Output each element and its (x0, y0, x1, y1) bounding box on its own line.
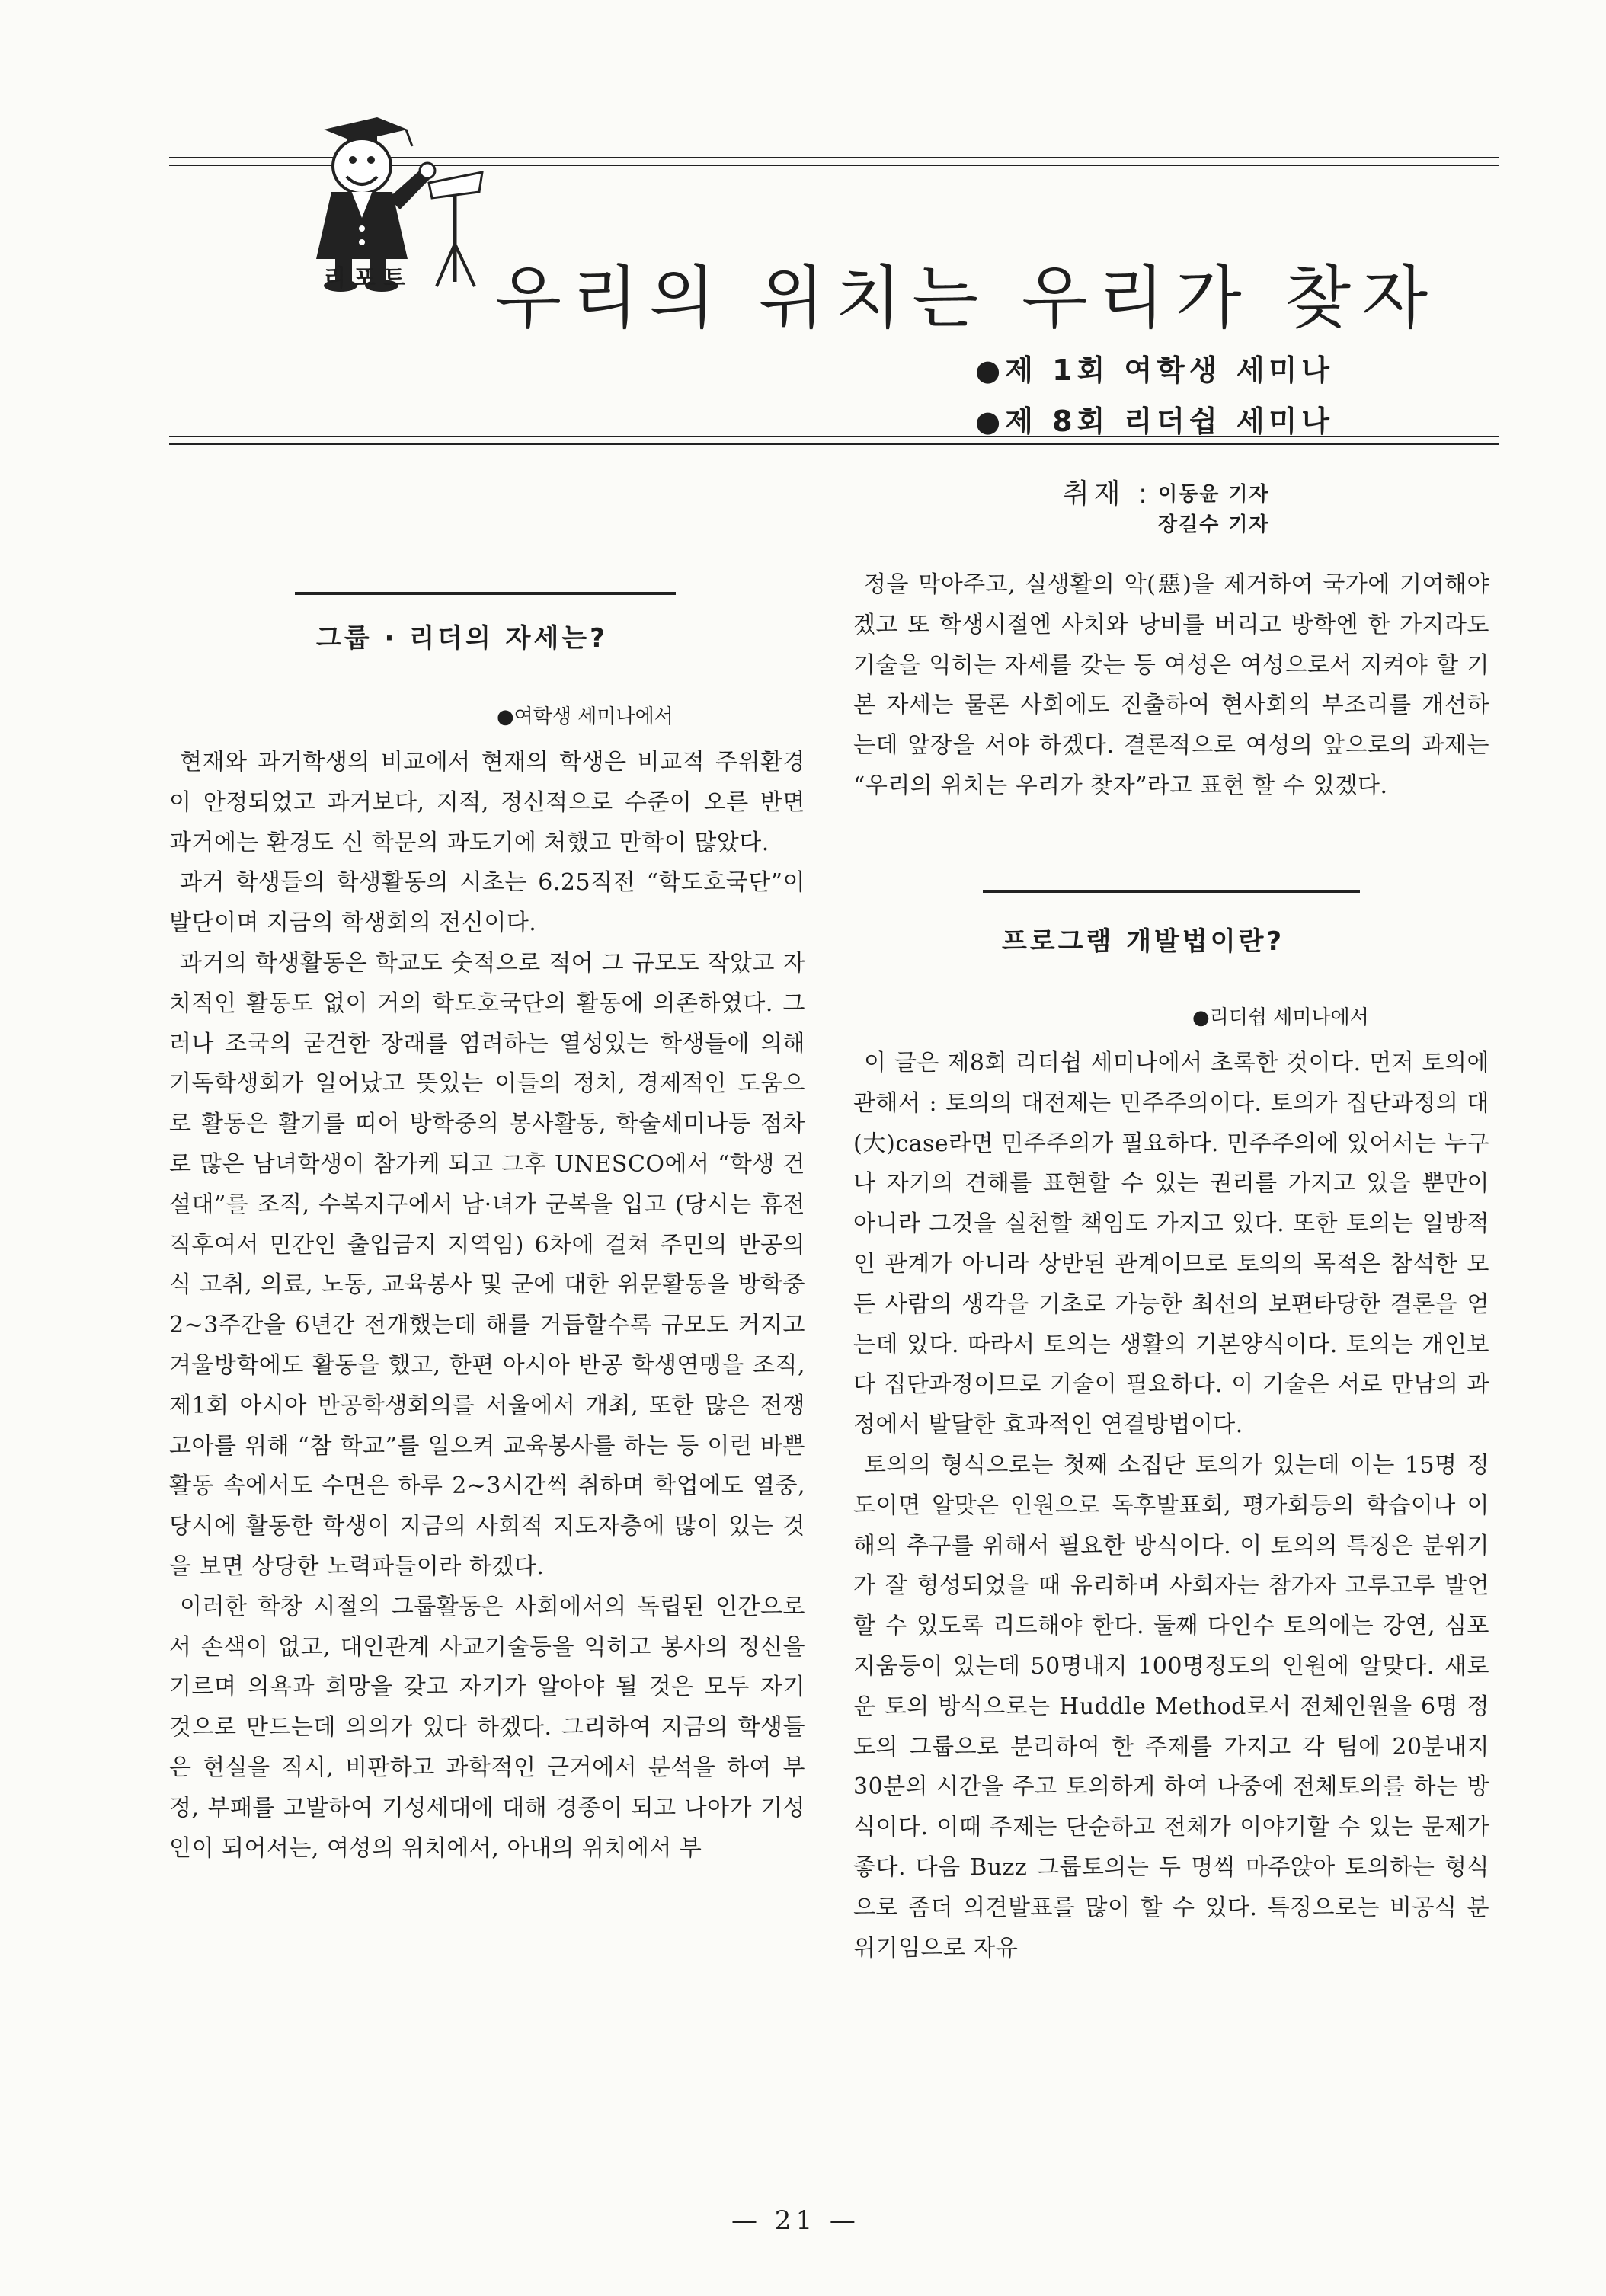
page-number: — 21 — (731, 2205, 860, 2236)
reporter-name-1: 이동윤 기자 (1158, 483, 1270, 506)
section-heading-program-development: 프로그램 개발법이란? (1002, 926, 1285, 957)
page-title: 우리의 위치는 우리가 찾자 (495, 258, 1439, 338)
section-rule-right (983, 890, 1360, 893)
right-column-body (853, 1044, 1489, 1968)
right-paragraph-2: 토의의 형식으로는 첫째 소집단 토의가 있는데 이는 15명 정도이면 알맞은 인원으로 독후발표회, 평가회등의 학습이나 이해의 추구를 위해서 필요한 방식이다. 이 토의의 특징은 분위기가 잘 형성되었을 때 유리하며 사회자는 참가자 고루고루 발언할 수 있도록 리드해야 한다. 둘째 다인수 토의에는 강연, 심포지움등이 있는데 50명내지 100명정도의 인원에 알맞다. 새로운 토의 방식으로는 Huddle Method로서 전체인원을 6명 정도의 그룹으로 분리하여 한 주제를 가지고 각 팀에 20분내지 30분의 시간을 주고 토의하게 하여 나중에 전체토의를 하는 방식이다. 이때 주제는 단순하고 전체가 이야기할 수 있는 문제가 좋다. 다음 Buzz 그룹토의는 두 명씩 마주앉아 토의하는 형식으로 좀더 의견발표를 많이 할 수 있다. 특징으로는 비공식 분위기임으로 자유 (853, 1451, 1489, 1962)
right-paragraph-1: 이 글은 제8회 리더쉽 세미나에서 초록한 것이다. 먼저 토의에 관해서 : 토의의 대전제는 민주주의이다. 토의가 집단과정의 대(大)case라면 민주주의가 필요하다. 민주주의에 있어서는 누구나 자기의 견해를 표현할 수 있는 권리를 가지고 있을 뿐만이 아니라 그것을 실천할 책임도 가지고 있다. 또한 토의는 일방적인 관계가 아니라 상반된 관계이므로 토의의 목적은 참석한 모든 사람의 생각을 기초로 가능한 최선의 보편타당한 결론을 얻는데 있다. 따라서 토의는 생활의 기본양식이다. 토의는 개인보다 집단과정이므로 기술이 필요하다. 이 기술은 서로 만남의 과정에서 발달한 효과적인 연결방법이다. (853, 1050, 1489, 1439)
left-paragraph-1: 현재와 과거학생의 비교에서 현재의 학생은 비교적 주위환경이 안정되었고 과거보다, 지적, 정신적으로 수준이 오른 반면 과거에는 환경도 신 학문의 과도기에 처했고 만학이 많았다. (169, 749, 805, 856)
section-heading-group-leader: 그룹 · 리더의 자세는? (316, 623, 608, 654)
subtitle-women-seminar: ●제 1회 여학생 세미나 (975, 353, 1334, 387)
reporter-name-2: 장길수 기자 (1158, 513, 1270, 536)
report-label: 리포트 (324, 265, 413, 292)
left-column (169, 743, 805, 1869)
left-paragraph-2: 과거 학생들의 학생활동의 시초는 6.25직전 “학도호국단”이 발단이며 지금의 학생회의 전신이다. (169, 869, 805, 937)
section-source-women-seminar: ●여학생 세미나에서 (497, 705, 673, 728)
header-rule-bottom-2 (169, 443, 1499, 445)
right-continued-paragraph: 정을 막아주고, 실생활의 악(惡)을 제거하여 국가에 기여해야겠고 또 학생시절엔 사치와 낭비를 버리고 방학엔 한 가지라도 기술을 익히는 자세를 갖는 등 여성은 여성으로서 지켜야 할 기본 자세는 물론 사회에도 진출하여 현사회의 부조리를 개선하는데 앞장을 서야 하겠다. 결론적으로 여성의 앞으로의 과제는 “우리의 위치는 우리가 찾자”라고 표현 할 수 있겠다. (853, 571, 1489, 799)
section-rule-left (295, 592, 676, 595)
byline-label: 취재 : (1063, 478, 1153, 510)
right-column-top (853, 565, 1489, 807)
left-paragraph-4: 이러한 학창 시절의 그룹활동은 사회에서의 독립된 인간으로서 손색이 없고, 대인관계 사교기술등을 익히고 봉사의 정신을 기르며 의욕과 희망을 갖고 자기가 알아야 될 것은 모두 자기 것으로 만드는데 의의가 있다 하겠다. 그리하여 지금의 학생들은 현실을 직시, 비판하고 과학적인 근거에서 분석을 하여 부정, 부패를 고발하여 기성세대에 대해 경종이 되고 나아가 기성인이 되어서는, 여성의 위치에서, 아내의 위치에서 부 (169, 1593, 805, 1862)
left-paragraph-3: 과거의 학생활동은 학교도 숫적으로 적어 그 규모도 작았고 자치적인 활동도 없이 거의 학도호국단의 활동에 의존하였다. 그러나 조국의 굳건한 장래를 염려하는 열성있는 학생들에 의해 기독학생회가 일어났고 뜻있는 이들의 정치, 경제적인 도움으로 활동은 활기를 띠어 방학중의 봉사활동, 학술세미나등 점차로 많은 남녀학생이 참가케 되고 그후 UNESCO에서 “학생 건설대”를 조직, 수복지구에서 남·녀가 군복을 입고 (당시는 휴전직후여서 민간인 출입금지 지역임) 6차에 걸쳐 주민의 반공의식 고취, 의료, 노동, 교육봉사 및 군에 대한 위문활동을 방학중 2~3주간을 6년간 전개했는데 해를 거듭할수록 규모도 커지고 겨울방학에도 활동을 했고, 한편 아시아 반공 학생연맹을 조직, 제1회 아시아 반공학생회의를 서울에서 개최, 또한 많은 전쟁고아를 위해 “참 학교”를 일으켜 교육봉사를 하는 등 이런 바쁜 활동 속에서도 수면은 하루 2~3시간씩 취하며 학업에도 열중, 당시에 활동한 학생이 지금의 사회적 지도자층에 많이 있는 것을 보면 상당한 노력파들이라 하겠다. (169, 949, 805, 1580)
section-source-leadership-seminar: ●리더쉽 세미나에서 (1192, 1006, 1369, 1029)
subtitle-leadership-seminar: ●제 8회 리더쉽 세미나 (975, 405, 1334, 438)
